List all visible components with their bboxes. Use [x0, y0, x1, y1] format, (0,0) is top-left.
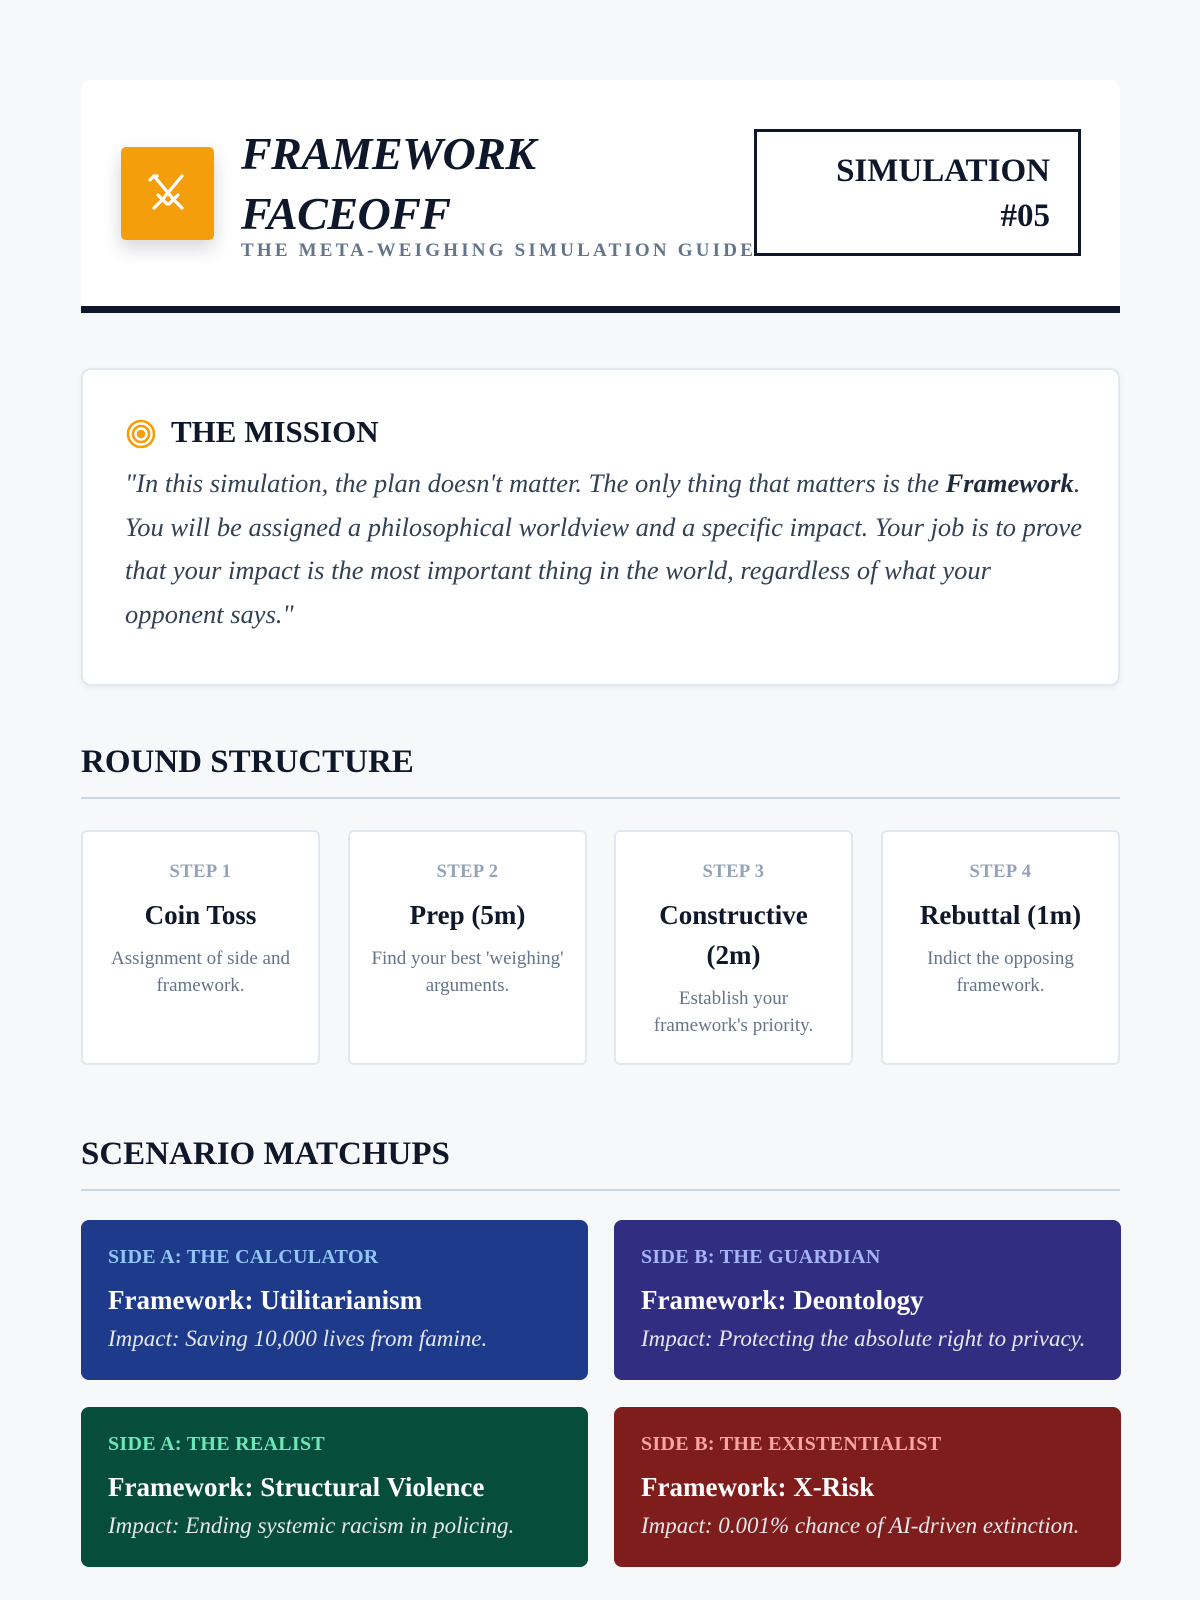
- header: [81, 80, 1120, 313]
- simulation-number: #05: [1000, 198, 1050, 234]
- matchup-framework: Framework: Utilitarianism: [108, 1285, 423, 1315]
- matchup-impact: Impact: Protecting the absolute right to privacy.: [641, 1326, 1086, 1351]
- step-card: [81, 830, 320, 1065]
- page-title: [241, 124, 621, 244]
- mission-text-part-1: "In this simulation, the plan doesn't matter. The only thing that matters is the: [125, 468, 946, 498]
- round-structure-heading: ROUND STRUCTURE: [81, 744, 1120, 799]
- mission-text-part-2: . You will be assigned a philosophical worldview and a specific impact. Your job is to prove that your impact is the most important thing in the world, regardless of what your opponent says.": [125, 468, 1082, 629]
- scenario-matchups-heading: SCENARIO MATCHUPS: [81, 1136, 1120, 1191]
- matchup-impact: Impact: Saving 10,000 lives from famine.: [108, 1326, 488, 1351]
- title-line-2: FACEOFF: [241, 188, 451, 239]
- mission-card: [81, 368, 1120, 686]
- matchup-framework: Framework: Structural Violence: [108, 1472, 485, 1502]
- matchup-card: [81, 1220, 588, 1380]
- title-line-1: FRAMEWORK: [241, 128, 536, 179]
- matchup-side: SIDE A: THE CALCULATOR: [108, 1246, 379, 1268]
- step-label: STEP 3: [702, 862, 765, 882]
- target-icon: [125, 418, 157, 450]
- step-title: Prep (5m): [409, 900, 526, 930]
- step-description: Indict the opposing framework.: [927, 948, 1074, 996]
- steps-row: [81, 830, 1120, 1065]
- matchup-card: [614, 1407, 1121, 1567]
- matchup-framework: Framework: X-Risk: [641, 1472, 875, 1502]
- step-card: [881, 830, 1120, 1065]
- mission-text-emphasis: Framework: [945, 468, 1074, 498]
- crossed-swords-icon: [144, 170, 192, 218]
- step-card: [614, 830, 853, 1065]
- matchup-card: [81, 1407, 588, 1567]
- step-title: Rebuttal (1m): [919, 900, 1082, 930]
- step-label: STEP 1: [169, 862, 232, 882]
- page-subtitle: THE META-WEIGHING SIMULATION GUIDE: [241, 240, 757, 261]
- matchup-impact: Impact: Ending systemic racism in policing.: [108, 1513, 515, 1538]
- mission-title: THE MISSION: [171, 414, 379, 449]
- step-description: Assignment of side and framework.: [111, 948, 290, 996]
- logo: [121, 147, 214, 240]
- simulation-label: SIMULATION: [836, 153, 1050, 189]
- matchup-side: SIDE A: THE REALIST: [108, 1433, 326, 1455]
- step-title: Coin Toss: [144, 900, 257, 930]
- step-description: Establish your framework's priority.: [653, 988, 814, 1036]
- mission-text: [125, 462, 1085, 636]
- matchup-framework: Framework: Deontology: [641, 1285, 924, 1315]
- step-label: STEP 4: [969, 862, 1032, 882]
- matchup-side: SIDE B: THE EXISTENTIALIST: [641, 1433, 942, 1455]
- simulation-badge: [754, 129, 1081, 256]
- matchup-side: SIDE B: THE GUARDIAN: [641, 1246, 881, 1268]
- matchup-impact: Impact: 0.001% chance of AI-driven extinction.: [641, 1513, 1080, 1538]
- step-label: STEP 2: [436, 862, 499, 882]
- matchup-card: [614, 1220, 1121, 1380]
- step-card: [348, 830, 587, 1065]
- step-description: Find your best 'weighing' arguments.: [371, 948, 564, 996]
- step-title: Constructive (2m): [659, 900, 808, 970]
